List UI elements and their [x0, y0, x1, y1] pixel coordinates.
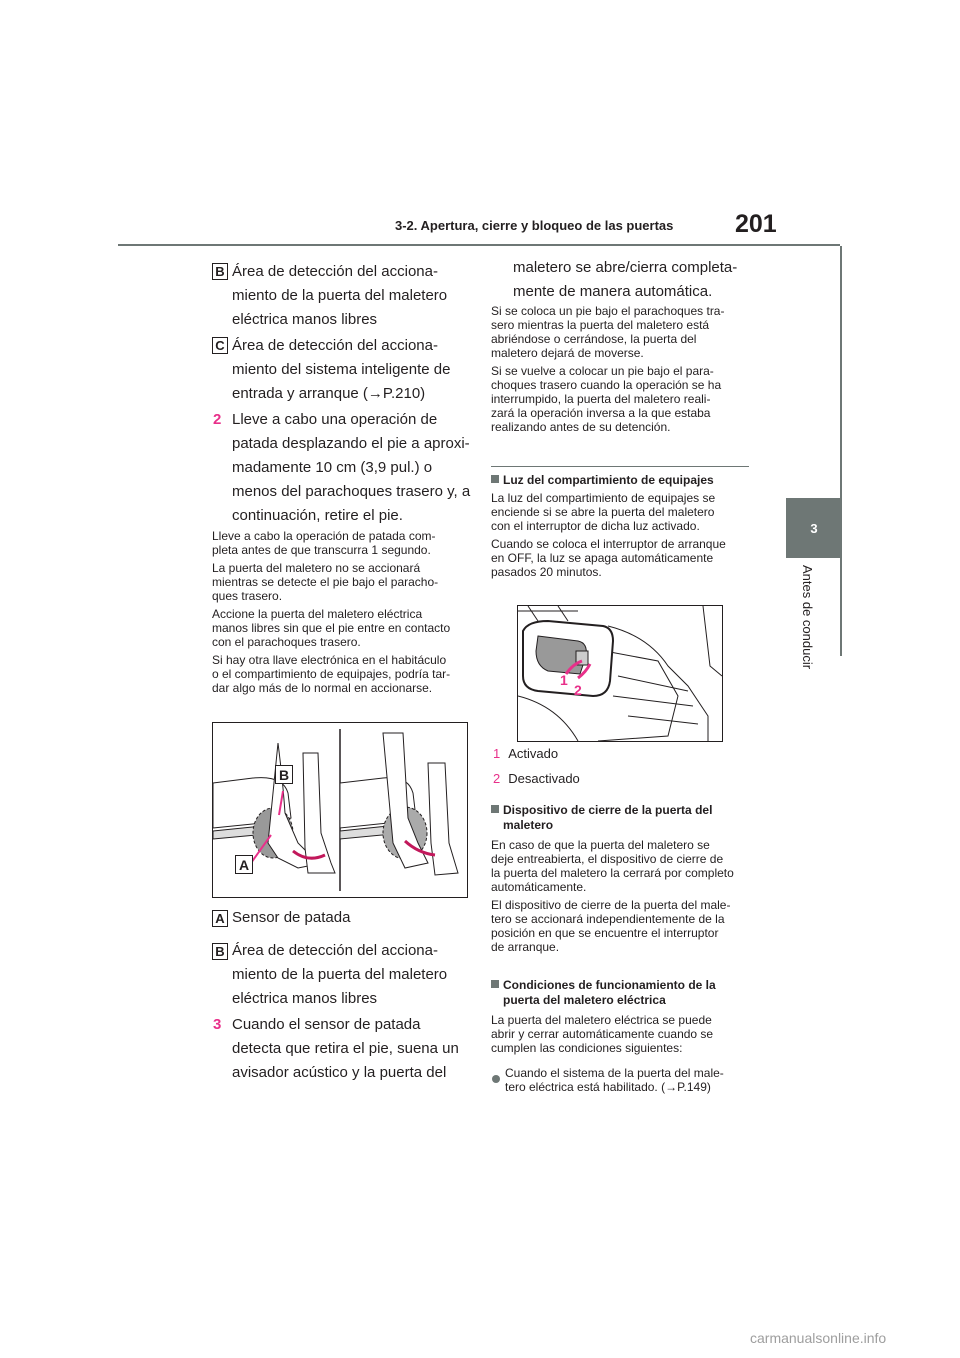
step-2-number: 2	[213, 411, 222, 428]
figure-label-2: 2	[574, 682, 582, 698]
conditions-text: La puerta del maletero eléctrica se puede abrir y cerrar automáticamente cuando se cumplen las condiciones siguientes:	[491, 1013, 714, 1055]
item-b-description: Área de detección del acciona- miento de la puerta del maletero eléctrica manos libres	[232, 263, 448, 328]
label-box-b: B	[212, 263, 228, 280]
label-box-a: A	[212, 910, 228, 927]
light-heading: Luz del compartimiento de equipajes	[491, 473, 714, 488]
section-divider	[491, 466, 749, 467]
step-2-text: Lleve a cabo una operación de patada desplazando el pie a aproxi- madamente 10 cm (3,9 pul.) o menos del parachoques trasero y, a continuación, retire el pie.	[232, 411, 471, 524]
notes-block: Lleve a cabo la operación de patada com- pleta antes de que transcurra 1 segundo. La puerta del maletero no se accionará mientras se detecte el pie bajo el paracho- ques trasero. Accione la puerta del maletero eléctrica manos libres sin que el pie entre en contacto con el parachoques trasero. Si hay otra llave electrónica en el habitáculo o el compartimiento de equipajes, podría tar- dar algo más de lo normal en accionarse.	[212, 529, 451, 695]
conditions-bullet: Cuando el sistema de la puerta del male- tero eléctrica está habilitado. (→P.149)	[505, 1066, 724, 1094]
list-item: 1 Activado	[493, 746, 559, 761]
conditions-heading: Condiciones de funcionamiento de la puerta del maletero eléctrica	[491, 978, 716, 1008]
closer-heading: Dispositivo de cierre de la puerta del maletero	[491, 803, 712, 833]
heading-marker-icon	[491, 475, 499, 483]
figure-label-a: A	[235, 855, 253, 874]
chapter-number: 3	[810, 520, 818, 536]
closer-text: En caso de que la puerta del maletero se deje entreabierta, el dispositivo de cierre de la puerta del maletero la cerrará por completo automáticamente. El dispositivo de cierre de la puerta del male- tero se accionará independientemente de la posición en que se encuentre el interruptor de arranque.	[491, 838, 734, 954]
figure-label-b: B	[275, 765, 293, 784]
list-item: 2 Desactivado	[493, 771, 580, 786]
header-rule	[118, 244, 840, 246]
chapter-tab[interactable]	[786, 498, 842, 558]
item-b-description-2: Área de detección del acciona- miento de la puerta del maletero eléctrica manos libres	[232, 942, 448, 1007]
label-box-c: C	[212, 337, 228, 354]
step-3-text: Cuando el sensor de patada detecta que retira el pie, suena un avisador acústico y la puerta del	[232, 1016, 459, 1081]
figure-label-1: 1	[560, 672, 568, 688]
heading-marker-icon	[491, 805, 499, 813]
light-text: La luz del compartimiento de equipajes se enciende si se abre la puerta del maletero con el interruptor de dicha luz activado. Cuando se coloca el interruptor de arranque en OFF, la luz se apaga automáticamente pasados 20 minutos.	[491, 491, 726, 579]
luggage-illustration	[518, 606, 722, 741]
watermark: carmanualsonline.info	[750, 1330, 887, 1346]
luggage-light-figure	[517, 605, 723, 742]
kick-sensor-figure	[212, 722, 468, 898]
switch-position-list	[493, 746, 580, 787]
step-3-number: 3	[213, 1016, 222, 1033]
label-box-b-2: B	[212, 943, 228, 960]
interruption-notes: Si se coloca un pie bajo el parachoques tra- sero mientras la puerta del maletero está abriéndose o cerrándose, la puerta del maletero dejará de moverse. Si se vuelve a colocar un pie bajo el para- choques trasero cuando la operación se ha interrumpido, la puerta del maletero reali- zará la operación inversa a la que estaba realizando antes de su detención.	[491, 304, 725, 434]
page-number: 201	[735, 210, 777, 238]
bullet-icon	[492, 1070, 500, 1088]
heading-marker-icon	[491, 980, 499, 988]
step-3-continued: maletero se abre/cierra completa- mente de manera automática.	[513, 259, 738, 300]
chapter-label: Antes de conducir	[800, 565, 815, 670]
item-c-description: Área de detección del acciona- miento del sistema inteligente de entrada y arranque (→P.210)	[232, 337, 451, 402]
section-title: 3-2. Apertura, cierre y bloqueo de las puertas	[395, 218, 674, 233]
sidebar-line	[840, 246, 842, 656]
item-a-description: Sensor de patada	[232, 909, 351, 926]
